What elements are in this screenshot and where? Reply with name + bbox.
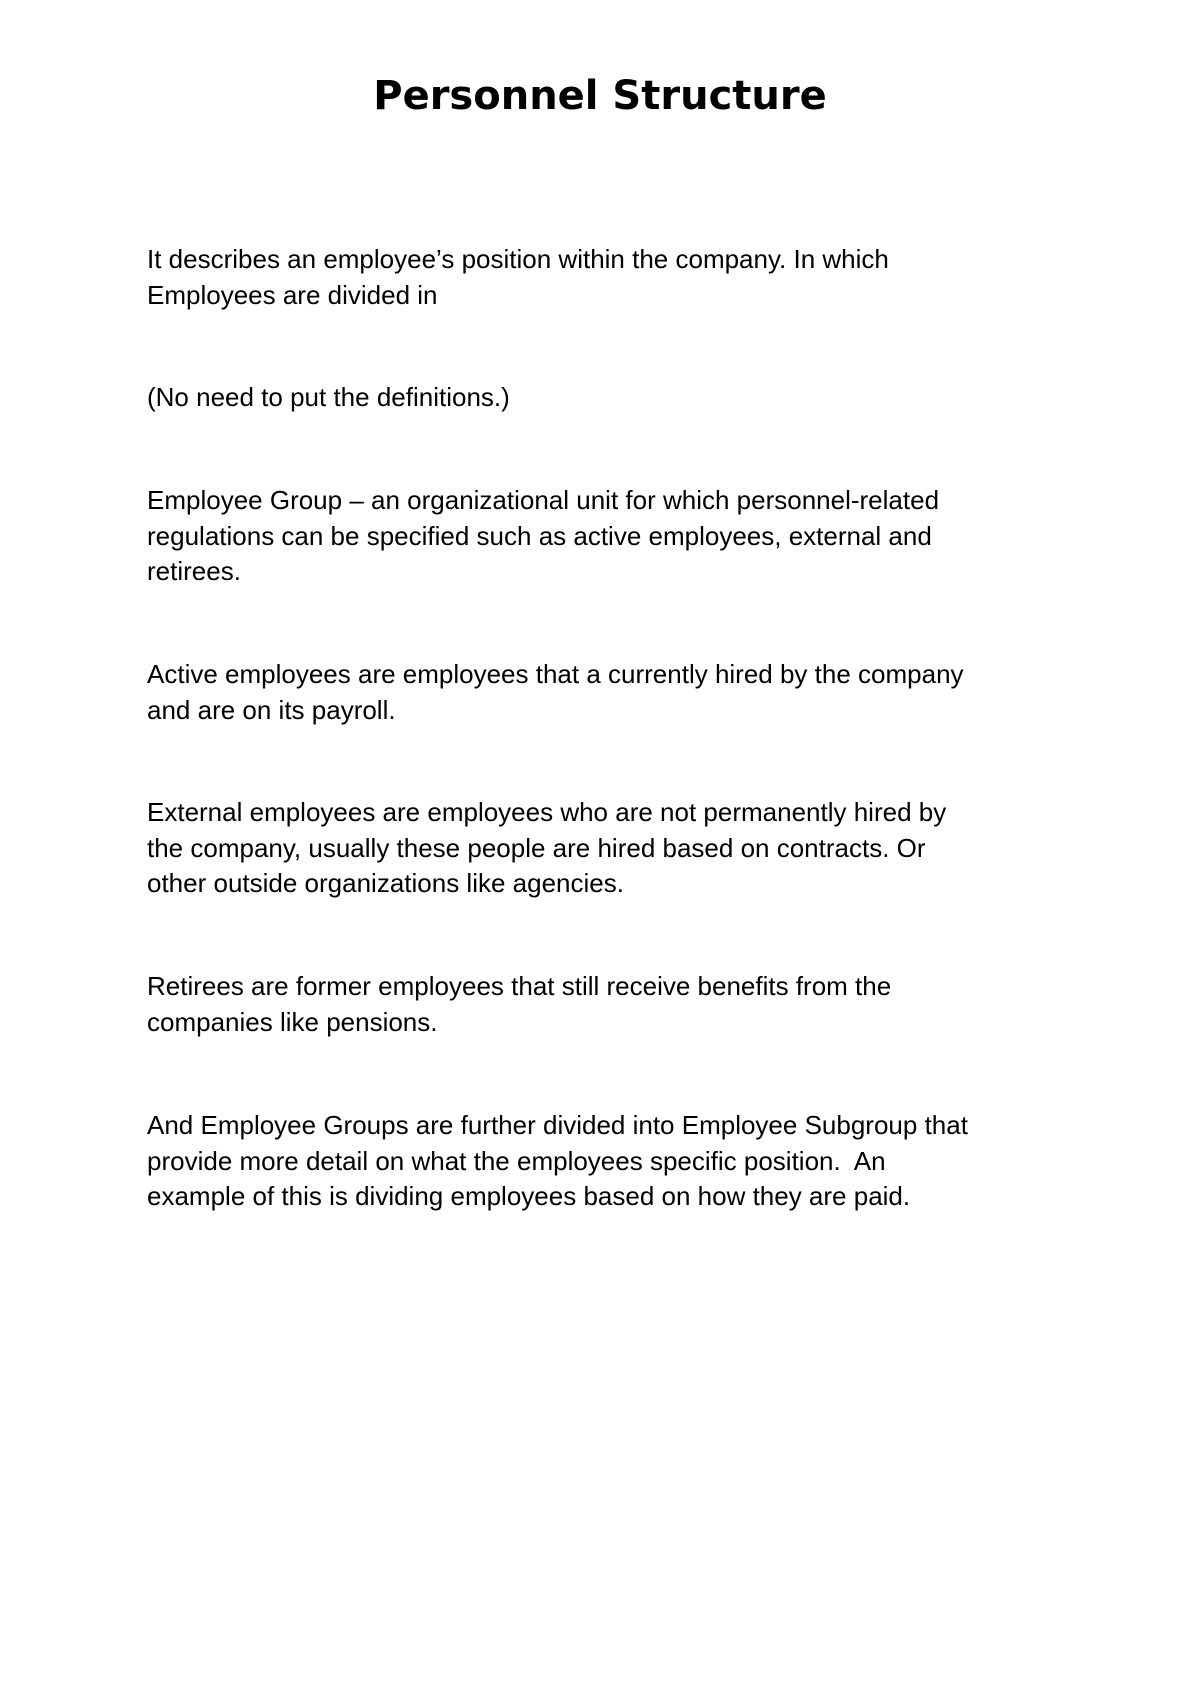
paragraph-line: Employee Group – an organizational unit for which personnel-related	[147, 485, 940, 515]
paragraph-external-employees	[147, 795, 1077, 902]
paragraph-line: other outside organizations like agencies.	[147, 868, 624, 898]
paragraph-intro	[147, 242, 1077, 313]
paragraph-line: Active employees are employees that a currently hired by the company	[147, 659, 964, 689]
paragraph-line: Retirees are former employees that still receive benefits from the	[147, 971, 892, 1001]
paragraph-line: regulations can be specified such as active employees, external and	[147, 520, 932, 551]
paragraph-active-employees	[147, 657, 1077, 728]
paragraph-employee-group	[147, 483, 1077, 590]
paragraph-line: and are on its payroll.	[147, 694, 396, 725]
paragraph-line: It describes an employee’s position within the company. In which	[147, 244, 889, 274]
paragraph-line: And Employee Groups are further divided into Employee Subgroup that	[147, 1110, 968, 1140]
paragraph-line: Employees are divided in	[147, 279, 438, 310]
paragraph-line: retirees.	[147, 556, 241, 586]
paragraph-employee-subgroups	[147, 1108, 1077, 1215]
paragraph-line: the company, usually these people are hired based on contracts. Or	[147, 832, 926, 863]
paragraph-line: (No need to put the definitions.)	[147, 382, 510, 412]
page-title: Personnel Structure	[373, 73, 827, 119]
paragraph-line: provide more detail on what the employees specific position. An	[147, 1145, 886, 1176]
paragraph-line: companies like pensions.	[147, 1006, 438, 1037]
paragraph-retirees	[147, 969, 1077, 1040]
paragraph-line: External employees are employees who are not permanently hired by	[147, 797, 947, 827]
paragraph-note	[147, 380, 1077, 416]
paragraph-line: example of this is dividing employees based on how they are paid.	[147, 1181, 911, 1211]
